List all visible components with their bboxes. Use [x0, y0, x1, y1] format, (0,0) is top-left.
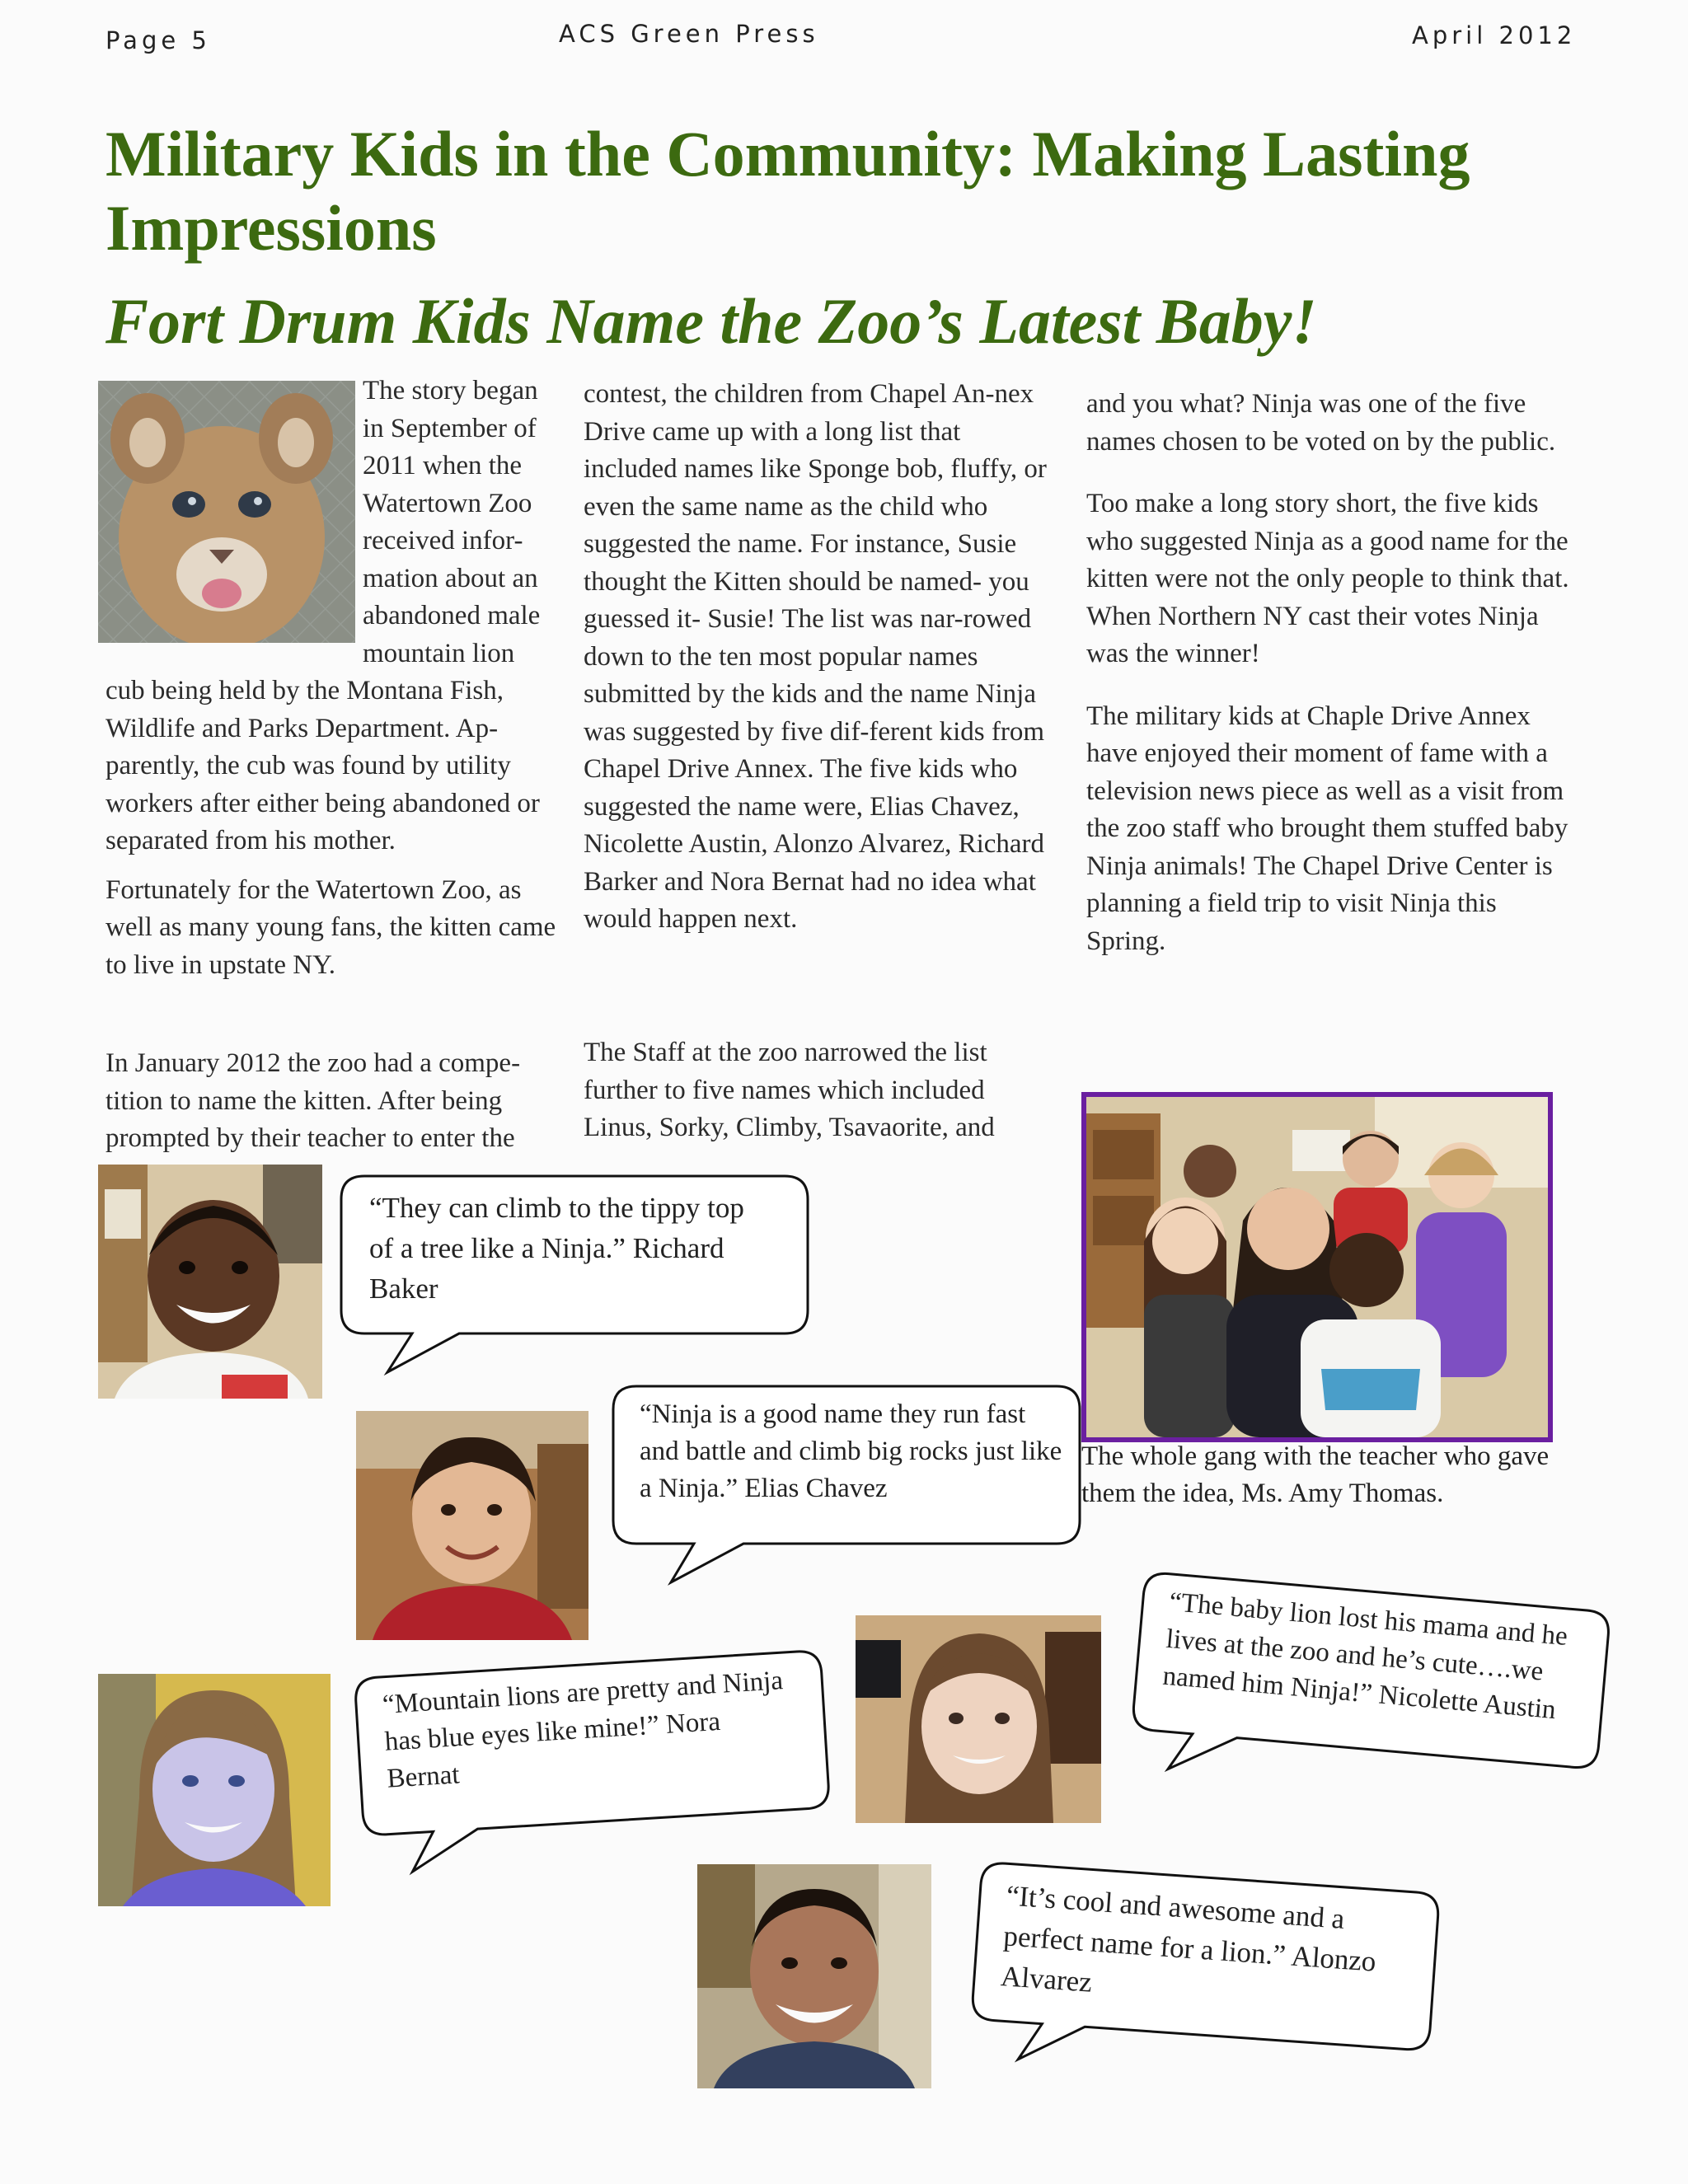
child-photo-nora — [98, 1674, 331, 1906]
child-photo-alonzo — [697, 1864, 931, 2088]
publication-name: ACS Green Press — [559, 20, 819, 48]
column-1-paragraph-3: In January 2012 the zoo had a compe-tition to name the kitten. After being prompted by their teacher to enter the — [106, 1048, 521, 1153]
quote-nicolette: “The baby lion lost his mama and he lives at the zoo and he’s cute….we named him Ninja!” Nicolette Austin — [1161, 1586, 1569, 1726]
child-photo-richard — [98, 1165, 322, 1399]
column-3-paragraph-2: Too make a long story short, the five kids who suggested Ninja as a good name for the kitten were not the only people to think that. When Northern NY cast their votes Ninja was the winner! — [1086, 489, 1569, 668]
column-1-wrap-text: The story began in September of 2011 when the Watertown Zoo received infor-mation about an abandoned male mountain lion — [363, 376, 541, 668]
speech-bubble-elias — [612, 1385, 1081, 1591]
article-title: Military Kids in the Community: Making Lasting Impressions — [106, 118, 1470, 264]
column-1-paragraph-2: Fortunately for the Watertown Zoo, as well as many young fans, the kitten came to live in upstate NY. — [106, 874, 556, 980]
column-1-paragraph-1: cub being held by the Montana Fish, Wildlife and Parks Department. Ap-parently, the cub was found by utility workers after either being abandoned or separated from his mother. — [106, 676, 540, 855]
column-3-paragraph-1: and you what? Ninja was one of the five names chosen to be voted on by the public. — [1086, 389, 1556, 457]
group-photo-caption: The whole gang with the teacher who gave them the idea, Ms. Amy Thomas. — [1081, 1441, 1550, 1508]
mountain-lion-cub-photo — [98, 381, 355, 643]
column-3-paragraph-3: The military kids at Chaple Drive Annex have enjoyed their moment of fame with a television news piece as well as a visit from the zoo staff who brought them stuffed baby Ninja animals! The Chapel Drive Center is planning a field trip to visit Ninja this Spring. — [1086, 701, 1568, 956]
quote-richard: “They can climb to the tippy top of a tree like a Ninja.” Richard Baker — [369, 1192, 744, 1305]
column-2-paragraph-1: contest, the children from Chapel An-nex Drive came up with a long list that included names like Sponge bob, fluffy, or even the same name as the child who suggested the name. For instance, Susie thought the Kitten should be named- you guessed it- Susie! The list was nar-rowed down to the ten most popular names submitted by the kids and the name Ninja was suggested by five dif-ferent kids from Chapel Drive Annex. The five kids who suggested the name were, Elias Chavez, Nicolette Austin, Alonzo Alvarez, Richard Barker and Nora Bernat had no idea what would happen next. — [584, 379, 1047, 934]
speech-bubble-nicolette — [1126, 1570, 1612, 1816]
speech-bubble-nora — [353, 1648, 834, 1882]
column-2-paragraph-2: The Staff at the zoo narrowed the list further to five names which included Linus, Sorky, Climby, Tsavaorite, and — [584, 1038, 995, 1142]
speech-bubble-alonzo — [967, 1860, 1442, 2097]
child-photo-elias — [356, 1411, 588, 1640]
child-photo-nicolette — [856, 1615, 1101, 1823]
speech-bubble-richard — [340, 1174, 809, 1380]
column-1 — [106, 673, 563, 996]
quote-nora: “Mountain lions are pretty and Ninja has blue eyes like mine!” Nora Bernat — [382, 1666, 784, 1794]
article-subtitle: Fort Drum Kids Name the Zoo’s Latest Baby! — [106, 285, 1317, 357]
quote-elias: “Ninja is a good name they run fast and battle and climb big rocks just like a Ninja.” Elias Chavez — [640, 1399, 1062, 1503]
quote-alonzo: “It’s cool and awesome and a perfect name for a lion.” Alonzo Alvarez — [999, 1879, 1377, 1999]
page-number: Page 5 — [106, 26, 211, 54]
group-photo — [1081, 1092, 1553, 1442]
column-3 — [1086, 386, 1581, 972]
issue-date: April 2012 — [1412, 21, 1577, 49]
